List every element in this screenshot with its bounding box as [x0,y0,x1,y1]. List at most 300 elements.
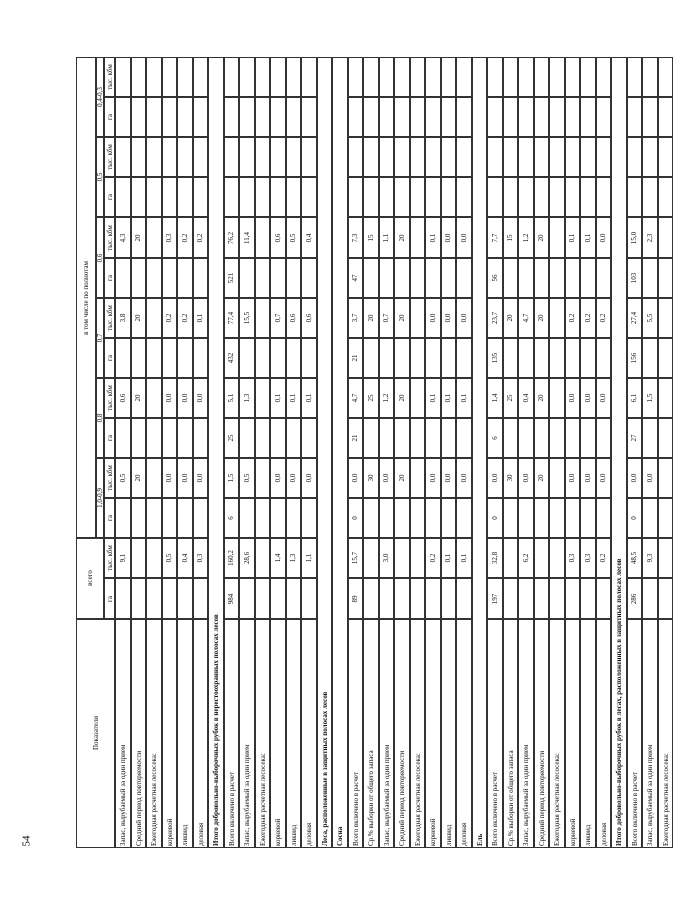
data-cell [131,458,147,498]
row-label-text: корневой [429,818,437,846]
data-cell [301,298,317,338]
data-cell [193,578,209,618]
data-cell [348,57,364,97]
data-cell [518,137,534,177]
data-cell [627,217,643,257]
data-cell-text: 6,2 [521,554,530,563]
data-cell-text: 0,1 [583,233,592,242]
data-cell [580,378,596,418]
data-cell [596,57,612,97]
data-cell [379,298,395,338]
header-unit-volume-text: тыс. кбм [105,545,114,572]
data-cell-text: 56 [490,274,499,282]
data-cell-text: 0,0 [459,473,468,483]
data-cell-text: 0,0 [289,473,298,483]
section-row-text: Сосна [336,826,344,846]
data-cell [239,578,255,618]
header-density-3-text: 0,6 [96,253,104,262]
data-cell [131,338,147,378]
header-unit-ha-text: га [105,274,114,281]
data-cell [115,338,131,378]
header-unit-volume [104,57,115,97]
data-cell [410,418,426,458]
data-cell [425,378,441,418]
data-cell [596,258,612,298]
data-cell-text: 0,5 [165,554,174,563]
data-cell [363,298,379,338]
data-cell-text: 47 [351,274,360,282]
data-cell-text: 48,5 [630,552,639,565]
data-cell [565,217,581,257]
data-cell [131,578,147,618]
data-cell-text: 20 [537,474,546,482]
data-cell [348,338,364,378]
data-cell-text: 6 [227,516,236,521]
data-cell [115,538,131,578]
row-label-text: Запас, вырубаемый за один прием [522,744,530,846]
header-unit-volume-text: тыс. кбм [105,64,114,90]
data-cell [177,538,193,578]
data-cell [131,378,147,418]
data-cell [441,538,457,578]
row-label-text: Ср.% выборки от общего запаса [367,750,375,846]
data-cell [146,97,162,137]
data-cell [596,217,612,257]
row-label-text: Всего включено в расчет [630,771,639,846]
data-cell [410,338,426,378]
header-by-density [76,57,96,538]
data-cell [549,458,565,498]
data-cell [301,578,317,618]
data-cell [642,258,658,298]
data-cell-text: 89 [351,595,360,603]
data-cell-text: 0,2 [568,313,577,323]
data-cell [348,498,364,538]
data-cell [456,338,472,378]
data-cell [642,137,658,177]
data-cell [286,418,302,458]
data-cell [301,418,317,458]
data-cell-text: 0,6 [118,393,127,403]
data-cell [441,57,457,97]
data-cell [255,378,271,418]
data-cell [255,177,271,217]
data-cell [224,217,240,257]
data-cell [193,97,209,137]
data-cell [286,258,302,298]
data-cell-text: 0,4 [304,233,313,242]
data-cell-text: 0,3 [568,554,577,563]
data-cell [487,538,503,578]
data-cell [239,217,255,257]
data-cell [348,458,364,498]
data-cell [441,418,457,458]
data-cell [162,498,178,538]
data-cell [658,578,673,618]
data-cell [255,498,271,538]
data-cell [146,137,162,177]
data-cell [270,578,286,618]
data-cell-text: 0,0 [459,313,468,323]
data-cell-text: 0,0 [583,393,592,403]
data-cell-text: 0 [490,516,499,521]
row-label-text: Средний период повторяемости [537,750,546,846]
data-cell [270,97,286,137]
data-cell-text: 15 [506,234,515,241]
header-unit-volume-text: тыс. кбм [105,465,114,491]
data-cell [596,177,612,217]
data-cell [518,298,534,338]
data-cell [565,578,581,618]
data-cell [363,338,379,378]
header-unit-volume-text: тыс. кбм [105,385,114,411]
data-cell [224,177,240,217]
data-cell [518,378,534,418]
data-cell [394,378,410,418]
data-cell [270,378,286,418]
data-cell [487,137,503,177]
data-cell [379,418,395,458]
data-cell [642,418,658,458]
row-label-text: деловая [196,822,205,846]
data-cell [642,57,658,97]
row-label [410,619,426,848]
data-cell-text: 0,1 [459,393,468,403]
data-cell-text: 1,3 [242,393,251,403]
data-cell [565,458,581,498]
data-cell [394,57,410,97]
data-cell [627,538,643,578]
data-cell [456,137,472,177]
data-cell [115,177,131,217]
data-cell [425,177,441,217]
row-label [518,619,534,848]
row-label [146,619,162,848]
data-cell [146,177,162,217]
data-cell [162,378,178,418]
data-cell-text: 11,4 [242,231,251,244]
data-cell [146,258,162,298]
row-label-text: ликвид [584,824,592,846]
data-cell [239,458,255,498]
data-cell [146,338,162,378]
data-cell [549,498,565,538]
data-cell [239,258,255,298]
data-cell [394,137,410,177]
data-cell [565,418,581,458]
data-cell [518,458,534,498]
data-cell-text: 0,6 [273,233,282,242]
data-cell-text: 0 [351,516,360,521]
data-cell [410,578,426,618]
data-cell [224,97,240,137]
data-cell-text: 15,0 [630,231,639,244]
data-cell [441,338,457,378]
data-cell [456,298,472,338]
row-label-text: Ежегодная расчетная лесосека: [553,753,561,846]
data-cell [549,137,565,177]
data-cell [177,177,193,217]
section-row-text: Леса, расположенные в защитных полосах лесов [320,691,329,846]
data-cell [565,538,581,578]
data-cell-text: 20 [397,474,406,482]
data-cell-text: 0,1 [444,554,453,563]
data-cell [177,217,193,257]
data-cell-text: 1,5 [227,473,236,483]
data-cell [503,338,519,378]
data-cell [642,378,658,418]
data-cell [286,338,302,378]
data-cell-text: 9,1 [118,554,127,563]
data-cell [549,57,565,97]
data-cell [193,258,209,298]
data-cell [270,458,286,498]
data-cell [301,378,317,418]
data-cell [518,338,534,378]
data-cell [534,97,550,137]
data-cell [224,578,240,618]
data-cell [487,378,503,418]
data-cell [441,217,457,257]
data-cell [239,298,255,338]
data-cell [379,258,395,298]
data-cell [658,217,673,257]
data-cell [286,538,302,578]
data-cell [131,57,147,97]
section-row [611,57,627,848]
data-cell [146,378,162,418]
data-cell [658,177,673,217]
data-cell [363,177,379,217]
data-cell-text: 0,0 [599,393,608,403]
row-label [301,619,317,848]
data-cell [162,338,178,378]
data-cell [255,338,271,378]
data-cell [627,458,643,498]
data-cell-text: 23,7 [490,311,499,324]
data-cell-text: 0,0 [568,393,577,403]
data-cell-text: 0,0 [351,473,360,483]
data-cell [441,298,457,338]
data-cell [596,538,612,578]
data-cell [658,458,673,498]
data-cell [394,217,410,257]
data-cell-text: 0,1 [273,393,282,403]
data-cell [410,458,426,498]
data-cell-text: 0,0 [583,473,592,483]
data-cell [379,498,395,538]
data-cell [642,217,658,257]
data-cell [456,258,472,298]
data-cell [177,418,193,458]
data-cell-text: 20 [397,234,406,241]
row-label [270,619,286,848]
data-cell-text: 0,0 [428,473,437,483]
data-cell [301,458,317,498]
data-cell [410,137,426,177]
data-cell-text: 77,4 [227,311,236,324]
data-cell [146,217,162,257]
header-density-0-text: 1,0-0,9 [96,488,104,509]
data-cell [239,418,255,458]
data-cell [131,177,147,217]
data-cell [534,57,550,97]
data-cell-text: 20 [506,314,515,322]
data-cell-text: 9,3 [645,554,654,563]
row-label-text: Ср.% выборки от общего запаса [506,750,515,846]
data-cell [224,57,240,97]
row-label-text: Всего включено в расчет [227,771,236,846]
header-unit-ha-text: га [105,595,114,602]
data-cell [224,258,240,298]
data-cell [627,418,643,458]
data-cell [642,298,658,338]
data-cell [658,298,673,338]
row-label-text: Средний период повторяемости [398,750,406,846]
data-cell [177,137,193,177]
data-cell [425,97,441,137]
data-cell [518,57,534,97]
row-label-text: Запас, вырубаемый за один прием [382,744,391,846]
data-cell [642,458,658,498]
data-cell-text: 0,1 [428,393,437,403]
data-cell [363,378,379,418]
header-unit-volume [104,298,115,338]
data-cell [379,338,395,378]
data-cell-text: 0,0 [304,473,313,483]
data-cell-text: 0,5 [118,473,127,483]
data-cell [503,217,519,257]
data-cell [379,378,395,418]
row-label [503,619,519,848]
data-cell-text: 0,0 [382,473,391,483]
data-cell [131,498,147,538]
data-cell [565,137,581,177]
data-cell-text: 20 [134,474,143,482]
data-cell-text: 15,7 [351,552,360,565]
row-label [224,619,240,848]
data-cell [394,258,410,298]
data-cell-text: 1,4 [490,393,499,403]
data-cell [348,177,364,217]
data-cell [115,578,131,618]
data-cell [301,338,317,378]
data-cell [131,298,147,338]
data-cell [580,338,596,378]
row-label-text: деловая [305,822,313,846]
data-cell [270,418,286,458]
row-label [596,619,612,848]
data-cell [255,298,271,338]
data-cell-text: 160,2 [227,550,236,567]
data-cell [627,378,643,418]
data-cell [193,217,209,257]
data-cell [363,418,379,458]
row-label-text: ликвид [289,824,298,846]
header-density-4 [96,137,104,217]
data-cell [115,217,131,257]
data-cell-text: 0,1 [568,233,577,242]
data-cell [193,498,209,538]
data-cell-text: 76,2 [227,231,236,244]
data-cell [425,137,441,177]
data-cell [549,338,565,378]
data-cell [363,217,379,257]
data-cell [503,378,519,418]
row-label [239,619,255,848]
data-cell [115,137,131,177]
data-cell [115,498,131,538]
data-cell [456,177,472,217]
data-cell-text: 20 [397,394,406,402]
data-cell-text: 0,1 [444,393,453,403]
row-label [131,619,147,848]
data-cell-text: 20 [134,234,143,241]
data-cell [270,217,286,257]
header-unit-ha [104,578,115,618]
data-cell [549,258,565,298]
data-cell-text: 25 [366,394,375,402]
row-label-text: ликвид [444,824,453,846]
data-cell [549,418,565,458]
data-cell [224,458,240,498]
data-cell [410,498,426,538]
data-cell [580,298,596,338]
data-cell [425,578,441,618]
header-unit-ha [104,498,115,538]
data-cell [534,137,550,177]
data-cell [162,217,178,257]
data-cell [410,217,426,257]
data-cell [456,378,472,418]
data-cell-text: 0,7 [273,313,282,323]
header-unit-volume [104,217,115,257]
row-label [363,619,379,848]
data-cell [177,458,193,498]
data-cell [363,578,379,618]
data-cell [193,177,209,217]
data-cell [270,498,286,538]
row-label-text: Ежегодная расчетная лесосека: [661,753,670,846]
data-cell [131,538,147,578]
data-cell [580,177,596,217]
data-cell [456,578,472,618]
data-cell-text: 1,4 [273,554,282,563]
data-cell [441,578,457,618]
data-cell [162,57,178,97]
data-cell-text: 27 [630,434,639,442]
data-cell [146,578,162,618]
data-cell-text: 984 [227,593,236,604]
data-cell [487,498,503,538]
data-cell [115,458,131,498]
data-cell [177,298,193,338]
data-cell [580,57,596,97]
data-cell [487,578,503,618]
row-label [162,619,178,848]
data-cell-text: 0,2 [165,313,174,323]
data-cell [162,258,178,298]
data-cell [518,217,534,257]
data-cell-text: 4,3 [118,233,127,242]
data-cell [131,137,147,177]
data-cell-text: 0,0 [630,473,639,483]
header-total-text: всего [86,570,94,587]
data-cell [410,57,426,97]
data-cell [456,97,472,137]
section-row-text: Ель [475,833,484,846]
data-cell [441,177,457,217]
